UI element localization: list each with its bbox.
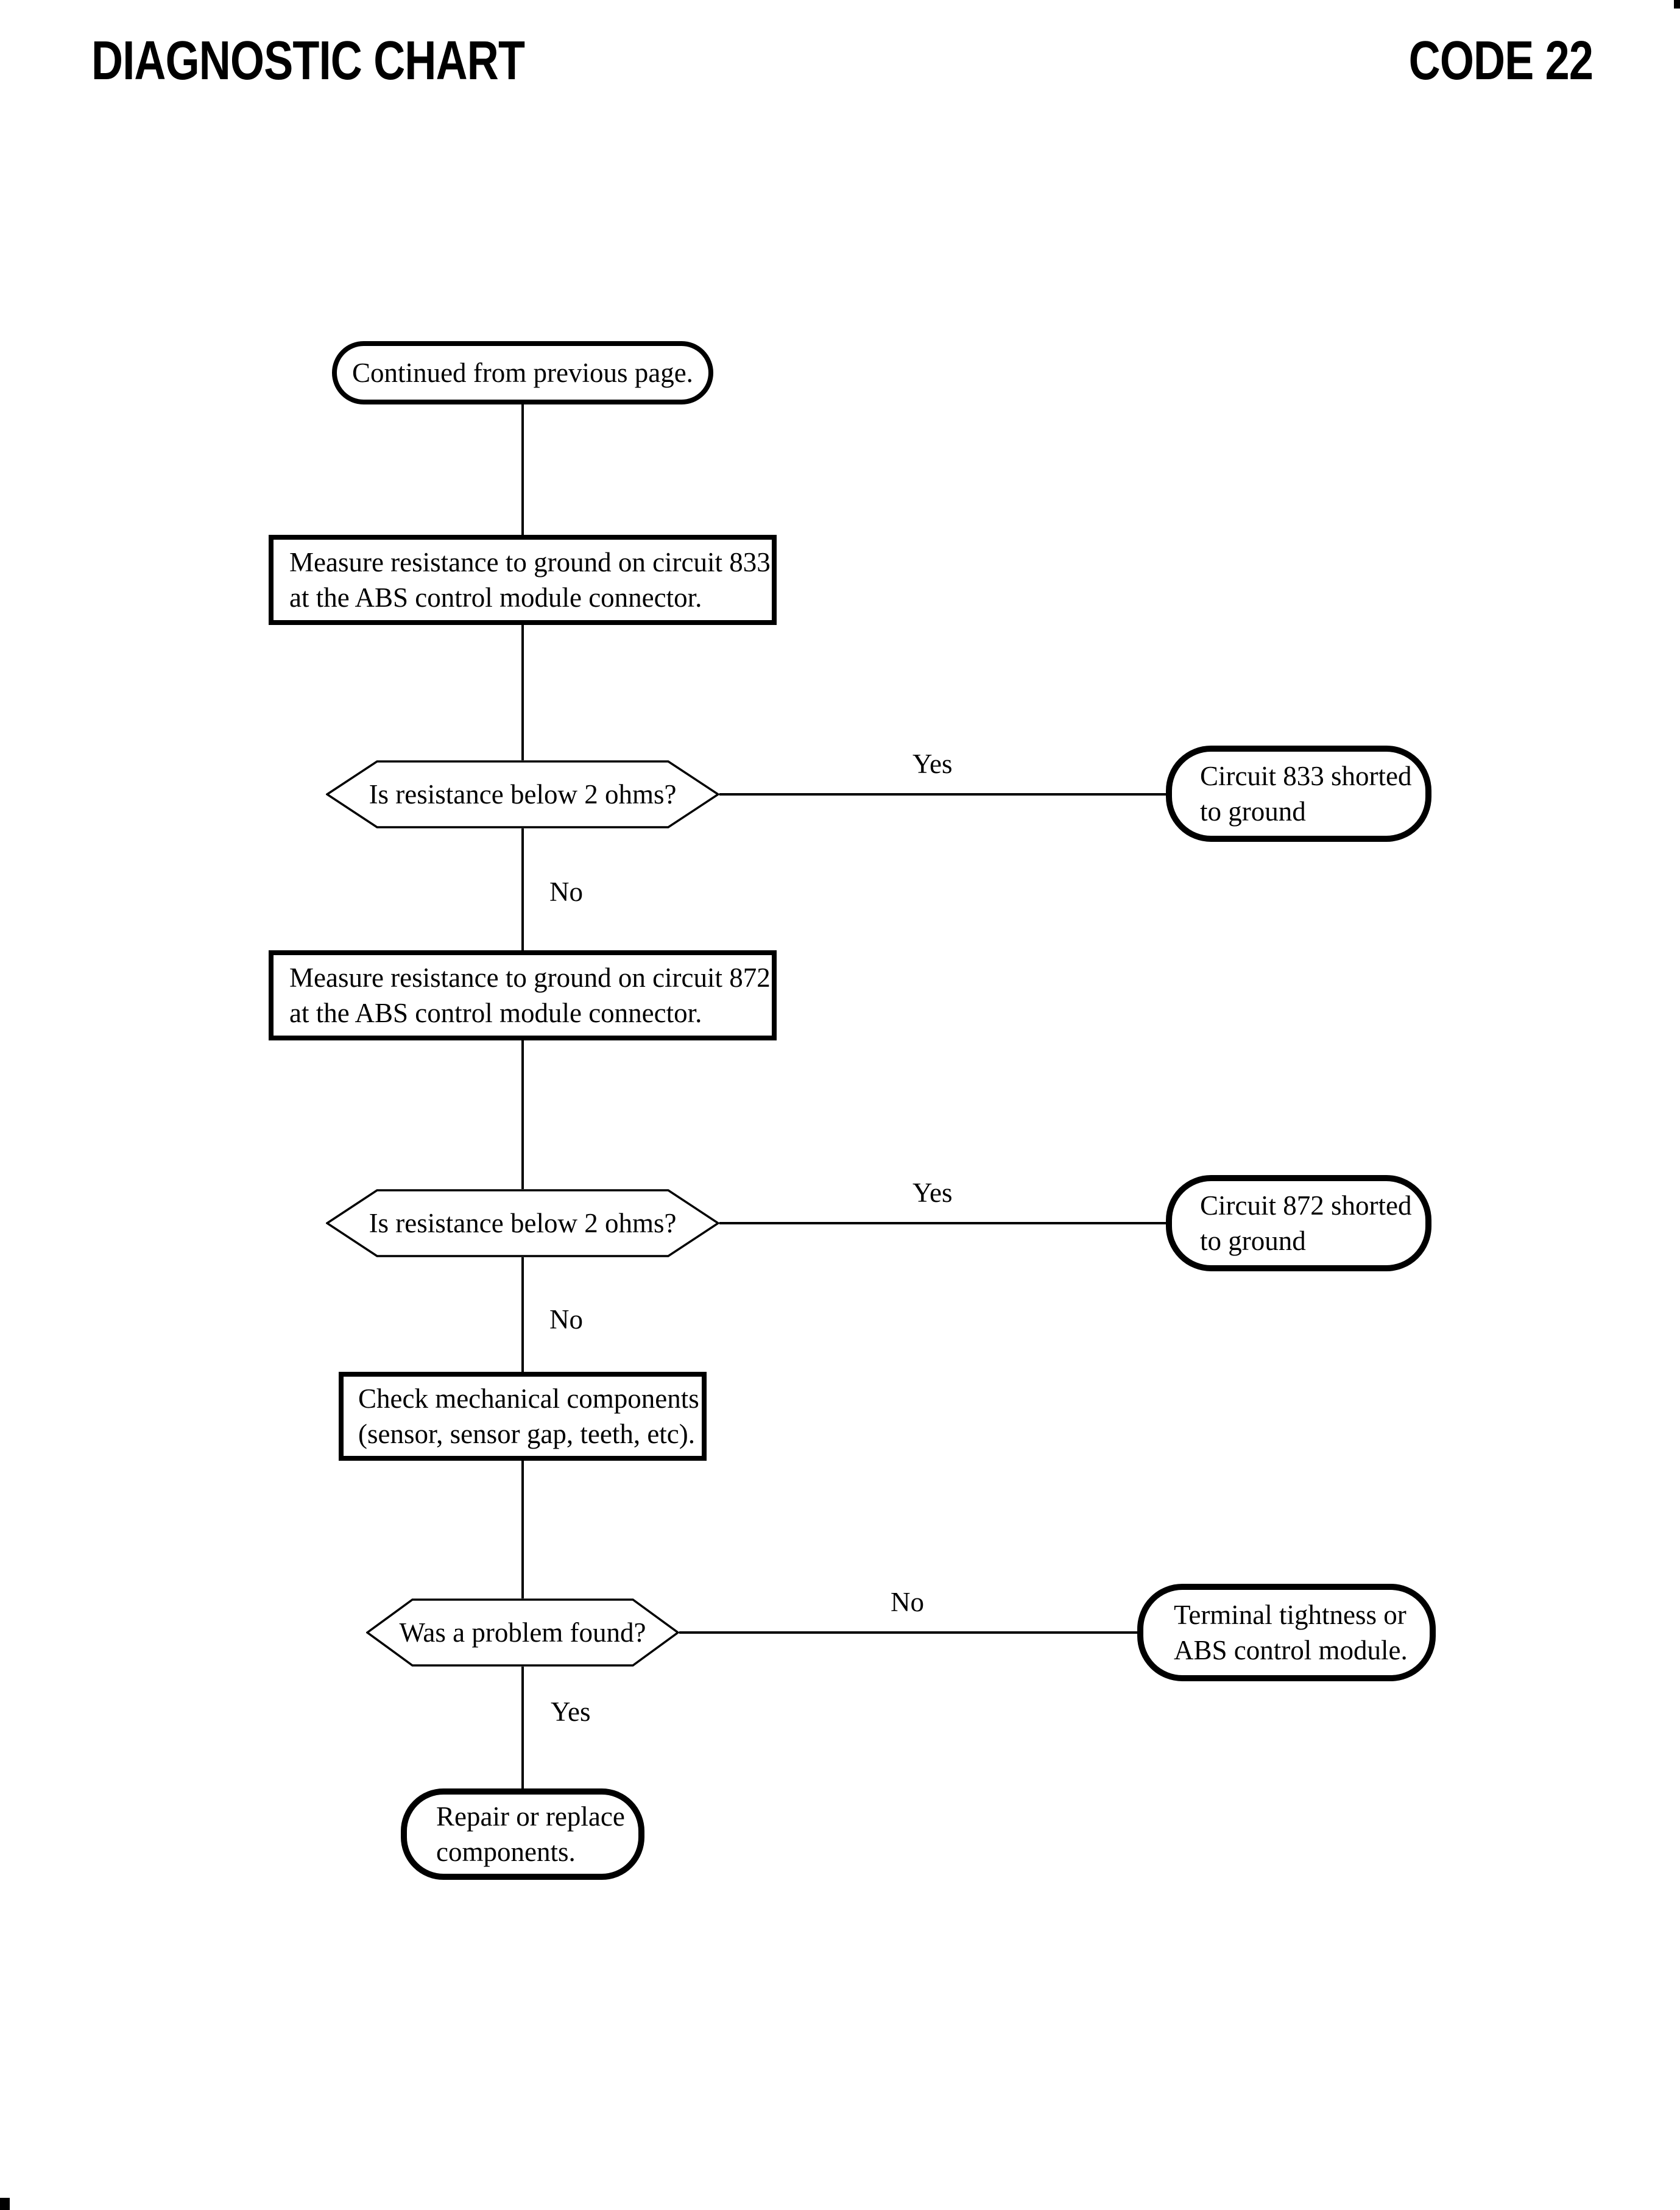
terminator-circuit-872-line2: to ground [1200, 1226, 1306, 1256]
process-check-mechanical-line1: Check mechanical components [358, 1383, 699, 1414]
label-no-833: No [549, 877, 583, 907]
label-yes-problem: Yes [551, 1696, 591, 1727]
decision-resistance-872-text: Is resistance below 2 ohms? [369, 1208, 677, 1238]
terminator-circuit-833-shorted [1166, 746, 1431, 842]
process-measure-872-line2: at the ABS control module connector. [289, 998, 702, 1028]
process-measure-872 [269, 950, 777, 1040]
label-no-872: No [549, 1304, 583, 1335]
label-yes-872: Yes [912, 1177, 953, 1208]
process-check-mechanical-line2: (sensor, sensor gap, teeth, etc). [358, 1419, 696, 1449]
page-title: DIAGNOSTIC CHART [91, 30, 525, 91]
terminator-repair-replace [401, 1788, 644, 1880]
terminator-circuit-872-line1: Circuit 872 shorted [1200, 1190, 1412, 1221]
terminator-terminal-tightness [1137, 1584, 1436, 1681]
process-check-mechanical [339, 1372, 707, 1461]
terminator-terminal-line2: ABS control module. [1174, 1635, 1408, 1665]
connector-decision833-no [521, 828, 524, 950]
terminator-circuit-833-line1: Circuit 833 shorted [1200, 761, 1412, 791]
process-measure-833-line2: at the ABS control module connector. [289, 582, 702, 613]
process-measure-833-line1: Measure resistance to ground on circuit 833 [289, 547, 771, 577]
decision-resistance-833-text: Is resistance below 2 ohms? [369, 779, 677, 810]
connector-decisionproblem-no [679, 1631, 1137, 1634]
connector-decision872-yes [719, 1222, 1166, 1224]
connector-decisionproblem-yes [521, 1667, 524, 1788]
label-yes-833: Yes [912, 749, 953, 779]
page-code: CODE 22 [1408, 30, 1593, 91]
scan-artifact-top-right [1674, 0, 1680, 9]
terminator-circuit-833-line2: to ground [1200, 796, 1306, 827]
connector-start-to-measure833 [521, 404, 524, 535]
terminator-continued [332, 341, 713, 404]
label-no-problem: No [891, 1587, 924, 1617]
terminator-circuit-872-shorted [1166, 1175, 1431, 1271]
process-measure-872-line1: Measure resistance to ground on circuit 872 [289, 962, 771, 993]
process-measure-833 [269, 535, 777, 625]
connector-decision833-yes [719, 793, 1166, 796]
decision-resistance-833 [326, 760, 719, 828]
connector-measure872-to-decision872 [521, 1040, 524, 1189]
terminator-repair-line2: components. [436, 1837, 576, 1867]
connector-check-to-decisionproblem [521, 1461, 524, 1598]
terminator-repair-line1: Repair or replace [436, 1801, 625, 1832]
decision-problem-found-text: Was a problem found? [399, 1617, 646, 1648]
connector-measure833-to-decision833 [521, 625, 524, 760]
connector-decision872-no [521, 1257, 524, 1372]
decision-problem-found [366, 1598, 679, 1667]
terminator-continued-text: Continued from previous page. [352, 358, 693, 388]
scan-artifact-bottom-left [0, 2198, 10, 2210]
terminator-terminal-line1: Terminal tightness or [1174, 1600, 1406, 1630]
decision-resistance-872 [326, 1189, 719, 1257]
